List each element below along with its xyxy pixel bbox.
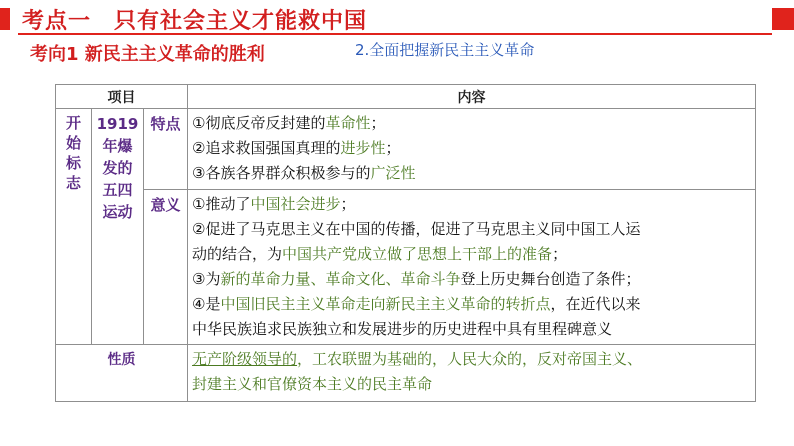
significance-label: 意义 xyxy=(144,190,188,345)
nature-label: 性质 xyxy=(56,345,188,402)
significance-line-1: ①推动了中国社会进步； xyxy=(192,195,356,213)
title-accent-right xyxy=(772,8,794,30)
table-row-nature xyxy=(56,345,756,402)
features-line-2: ②追求救国强国真理的进步性； xyxy=(192,139,401,157)
nature-line-2: 封建主义和官僚资本主义的民主革命 xyxy=(192,375,433,393)
table-row-features xyxy=(56,109,756,190)
features-content xyxy=(188,109,756,190)
content-table xyxy=(55,84,756,402)
event-label: 1919 年爆 发的 五四 运动 xyxy=(92,109,144,345)
table-row-significance xyxy=(56,190,756,345)
significance-line-6: 中华民族追求民族独立和发展进步的历史进程中具有里程碑意义 xyxy=(192,320,613,338)
significance-line-5: ④是中国旧民主主义革命走向新民主主义革命的转折点，在近代以来 xyxy=(192,295,641,313)
table-header-row xyxy=(56,85,756,109)
features-label: 特点 xyxy=(144,109,188,190)
title-accent-left xyxy=(0,8,10,30)
header-item: 项目 xyxy=(56,85,188,109)
page-title: 考点一 只有社会主义才能救中国 xyxy=(22,9,368,34)
significance-line-3: 动的结合，为中国共产党成立做了思想上干部上的准备； xyxy=(192,245,568,263)
start-marker-label: 开 始 标 志 xyxy=(56,109,92,345)
features-line-3: ③各族各界群众积极参与的广泛性 xyxy=(192,164,416,182)
section-subtitle: 考向1 新民主主义革命的胜利 xyxy=(30,44,265,65)
significance-line-2: ②促进了马克思主义在中国的传播，促进了马克思主义同中国工人运 xyxy=(192,220,641,238)
significance-line-4: ③为新的革命力量、革命文化、革命斗争登上历史舞台创造了条件； xyxy=(192,270,641,288)
nature-line-1: 无产阶级领导的，工农联盟为基础的，人民大众的，反对帝国主义、 xyxy=(192,350,643,368)
header-content: 内容 xyxy=(188,85,756,109)
features-line-1: ①彻底反帝反封建的革命性； xyxy=(192,114,386,132)
nature-content xyxy=(188,345,756,402)
section-note: 2.全面把握新民主主义革命 xyxy=(355,41,535,59)
significance-content xyxy=(188,190,756,345)
